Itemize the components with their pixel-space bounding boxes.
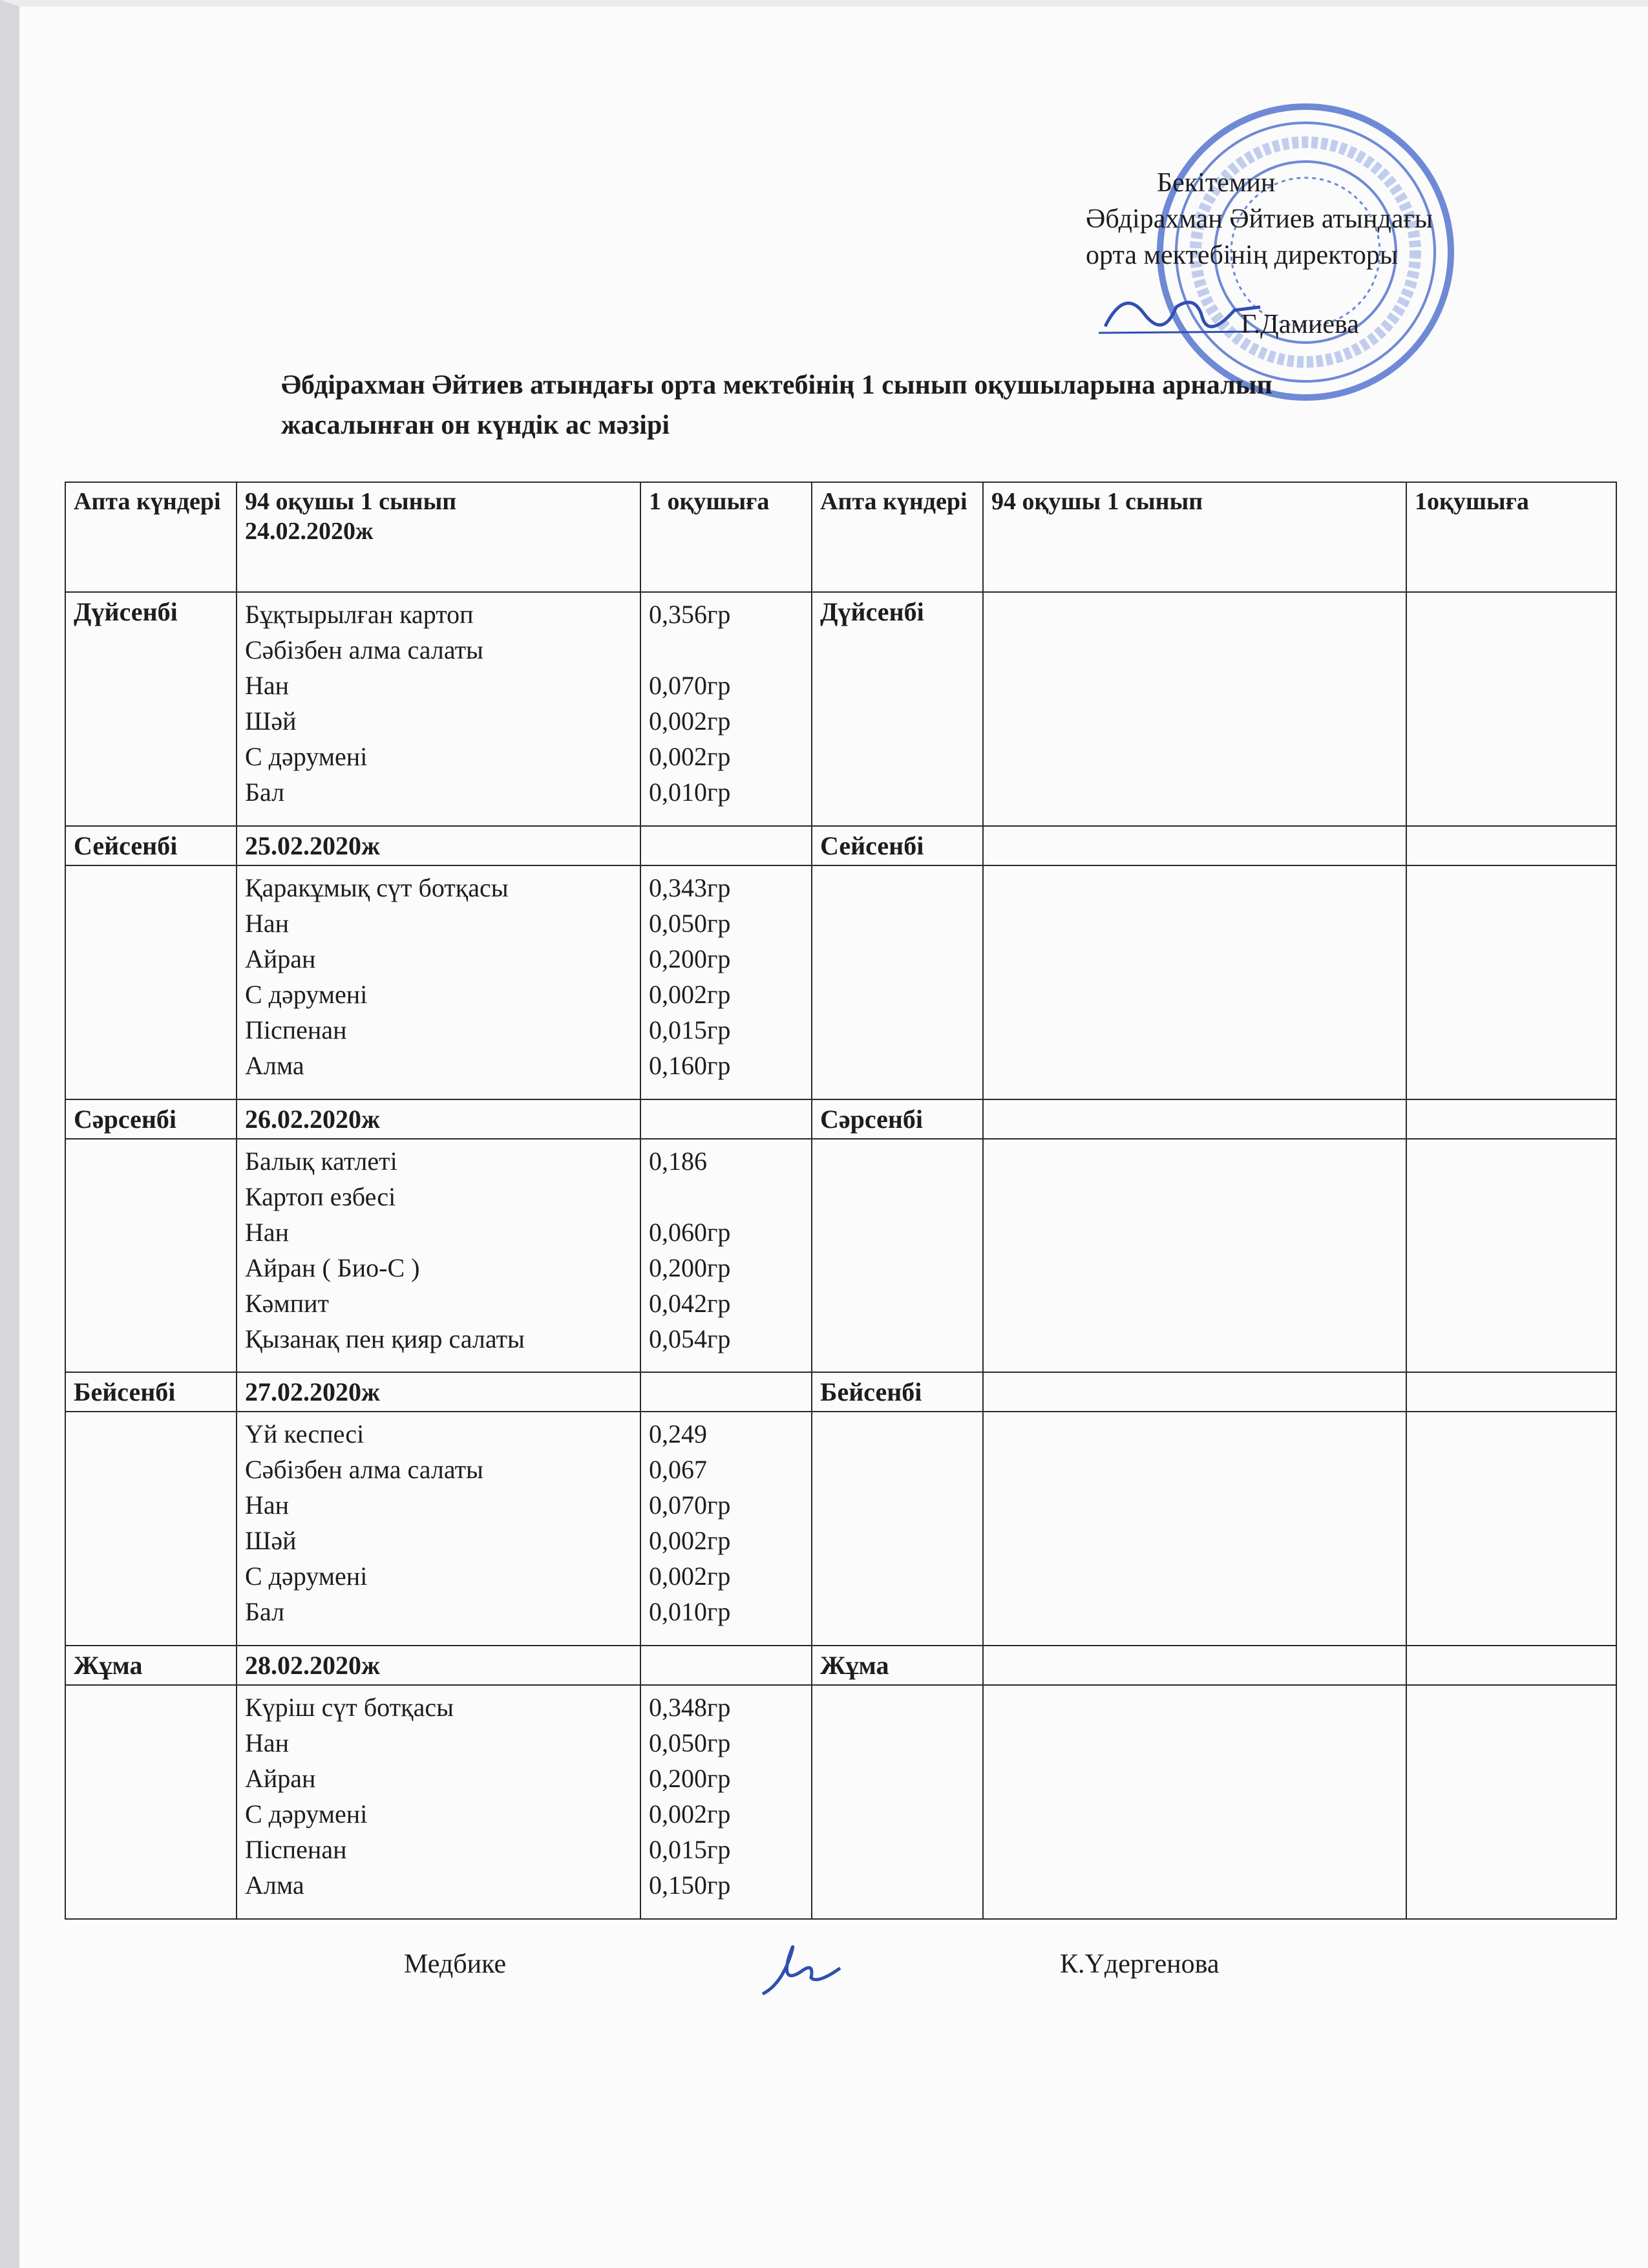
value: 0,050гр (649, 908, 731, 938)
value: 0,150гр (649, 1871, 731, 1900)
day-name-2: Дүйсенбі (812, 592, 983, 826)
day-name: Жұма (65, 1646, 237, 1685)
value: 0,160гр (649, 1050, 731, 1080)
date-row (65, 1372, 1616, 1412)
footer-role: Медбике (404, 1949, 507, 1979)
empty-cell (1406, 1099, 1616, 1139)
list-item: Айран (245, 1764, 316, 1794)
value: 0,200гр (649, 1764, 731, 1794)
list-item: С дәрумені (245, 1799, 368, 1829)
day-date: 28.02.2020ж (237, 1646, 640, 1685)
empty-cell (65, 1685, 237, 1919)
menu-items (237, 1139, 640, 1373)
value: 0,070гр (649, 671, 731, 700)
list-item: Шәй (245, 1526, 297, 1556)
value: 0,356гр (649, 600, 731, 629)
list-item: Нан (245, 908, 290, 938)
approval-heading: Бекітемин (1157, 168, 1276, 198)
table-row (65, 1139, 1616, 1373)
empty-cell (1406, 592, 1616, 826)
day-date: 25.02.2020ж (237, 826, 640, 865)
empty-cell (812, 1412, 983, 1646)
empty-cell (812, 865, 983, 1099)
value (649, 1179, 803, 1214)
list-item: Нан (245, 1217, 290, 1247)
list-item: Нан (245, 671, 290, 700)
empty-cell (65, 1139, 237, 1373)
value: 0,002гр (649, 1526, 731, 1556)
list-item: Піспенан (245, 1835, 347, 1865)
empty-cell (983, 1412, 1406, 1646)
empty-cell (1406, 1139, 1616, 1373)
menu-items (237, 865, 640, 1099)
header-students: 94 оқушы 1 сынып (245, 488, 457, 515)
menu-values (640, 865, 812, 1099)
value: 0,042гр (649, 1288, 731, 1318)
date-row (65, 1646, 1616, 1685)
value: 0,060гр (649, 1217, 731, 1247)
empty-cell (640, 1646, 812, 1685)
value: 0,015гр (649, 1835, 731, 1865)
empty-cell (640, 826, 812, 865)
value: 0,002гр (649, 706, 731, 736)
value: 0,186 (649, 1146, 707, 1176)
day-date: 27.02.2020ж (237, 1372, 640, 1412)
list-item: С дәрумені (245, 979, 368, 1009)
table-row (65, 865, 1616, 1099)
footer-nurse-name: К.Үдергенова (1060, 1949, 1220, 1979)
list-item: Қаракұмық сүт ботқасы (245, 873, 509, 902)
value: 0,200гр (649, 944, 731, 973)
list-item: Үй кеспесі (245, 1419, 364, 1449)
empty-cell (983, 1372, 1406, 1412)
approval-school-line: Әбдірахман Әйтиев атындағы (1086, 204, 1433, 234)
empty-cell (983, 865, 1406, 1099)
list-item: Піспенан (245, 1015, 347, 1044)
list-item: Нан (245, 1728, 290, 1758)
empty-cell (65, 1412, 237, 1646)
day-name: Сейсенбі (65, 826, 237, 865)
list-item: Картоп езбесі (245, 1182, 396, 1211)
approval-block (1086, 165, 1433, 273)
day-date: 26.02.2020ж (237, 1099, 640, 1139)
menu-values (640, 1685, 812, 1919)
day-name-2: Сәрсенбі (812, 1099, 983, 1139)
value: 0,348гр (649, 1693, 731, 1722)
page-title (281, 365, 1509, 445)
menu-values (640, 1412, 812, 1646)
menu-items (237, 592, 640, 826)
day-name: Сәрсенбі (65, 1099, 237, 1139)
list-item: Сәбізбен алма салаты (245, 1455, 483, 1485)
value: 0,002гр (649, 979, 731, 1009)
list-item: Айран ( Био-С ) (245, 1253, 420, 1282)
table-header-row (65, 482, 1616, 592)
empty-cell (1406, 1372, 1616, 1412)
menu-values (640, 592, 812, 826)
empty-cell (983, 1099, 1406, 1139)
approval-position-line: орта мектебінің директоры (1086, 240, 1399, 270)
header-weekday: Апта күндері (65, 482, 237, 592)
empty-cell (983, 826, 1406, 865)
list-item: Алма (245, 1871, 304, 1900)
date-row (65, 826, 1616, 865)
empty-cell (1406, 865, 1616, 1099)
list-item: Балық катлеті (245, 1146, 397, 1176)
value (649, 632, 803, 668)
value: 0,200гр (649, 1253, 731, 1282)
list-item: Бал (245, 1597, 285, 1627)
header-weekday-2: Апта күндері (812, 482, 983, 592)
empty-cell (983, 1139, 1406, 1373)
day-name: Дүйсенбі (65, 592, 237, 826)
list-item: Нан (245, 1490, 290, 1520)
header-per-student-2: 1оқушыға (1406, 482, 1616, 592)
day-name-2: Бейсенбі (812, 1372, 983, 1412)
list-item: Шәй (245, 706, 297, 736)
empty-cell (983, 592, 1406, 826)
header-students-date (237, 482, 640, 592)
empty-cell (640, 1099, 812, 1139)
header-per-student: 1 оқушыға (640, 482, 812, 592)
header-date: 24.02.2020ж (245, 518, 374, 545)
list-item: Бал (245, 778, 285, 807)
list-item: Қызанақ пен қияр салаты (245, 1324, 525, 1353)
date-row (65, 1099, 1616, 1139)
list-item: Күріш сүт ботқасы (245, 1693, 454, 1722)
menu-items (237, 1685, 640, 1919)
header-students-2: 94 оқушы 1 сынып (983, 482, 1406, 592)
table-row (65, 592, 1616, 826)
table-row (65, 1412, 1616, 1646)
value: 0,010гр (649, 1597, 731, 1627)
empty-cell (65, 865, 237, 1099)
list-item: С дәрумені (245, 742, 368, 771)
list-item: С дәрумені (245, 1562, 368, 1591)
value: 0,010гр (649, 778, 731, 807)
value: 0,054гр (649, 1324, 731, 1353)
table-row (65, 1685, 1616, 1919)
menu-table (65, 482, 1617, 1920)
empty-cell (1406, 1412, 1616, 1646)
nurse-signature (756, 1933, 847, 2004)
menu-values (640, 1139, 812, 1373)
value: 0,050гр (649, 1728, 731, 1758)
value: 0,249 (649, 1419, 707, 1449)
list-item: Сәбізбен алма салаты (245, 635, 483, 664)
empty-cell (1406, 826, 1616, 865)
value: 0,002гр (649, 1562, 731, 1591)
empty-cell (1406, 1685, 1616, 1919)
day-name-2: Сейсенбі (812, 826, 983, 865)
value: 0,343гр (649, 873, 731, 902)
empty-cell (1406, 1646, 1616, 1685)
list-item: Кәмпит (245, 1288, 330, 1318)
day-name-2: Жұма (812, 1646, 983, 1685)
list-item: Айран (245, 944, 316, 973)
value: 0,002гр (649, 742, 731, 771)
value: 0,002гр (649, 1799, 731, 1829)
list-item: Бұқтырылған картоп (245, 600, 474, 629)
director-name: Г.Дамиева (1241, 310, 1359, 339)
empty-cell (640, 1372, 812, 1412)
empty-cell (983, 1646, 1406, 1685)
day-name: Бейсенбі (65, 1372, 237, 1412)
value: 0,015гр (649, 1015, 731, 1044)
value: 0,067 (649, 1455, 707, 1485)
value: 0,070гр (649, 1490, 731, 1520)
empty-cell (812, 1685, 983, 1919)
title-line-1: Әбдірахман Әйтиев атындағы орта мектебінің 1 сынып оқушыларына арналып (281, 370, 1273, 400)
title-line-2: жасалынған он күндік ас мәзірі (281, 410, 670, 440)
menu-items (237, 1412, 640, 1646)
empty-cell (983, 1685, 1406, 1919)
list-item: Алма (245, 1050, 304, 1080)
empty-cell (812, 1139, 983, 1373)
